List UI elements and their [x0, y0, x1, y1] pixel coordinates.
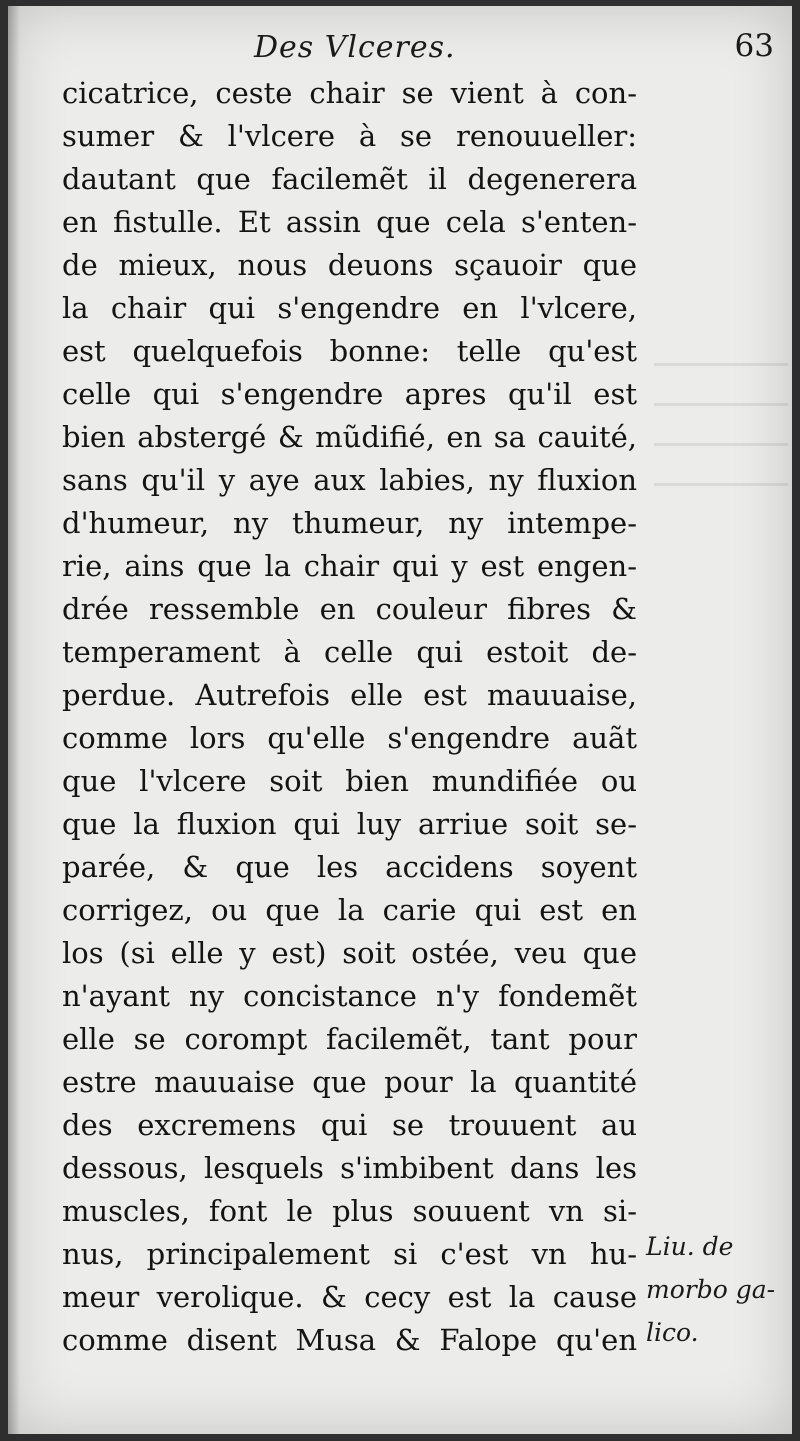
text-line: nus, principalement si c'est vn hu-: [62, 1237, 637, 1271]
text-line: que l'vlcere soit bien mundifiée ou: [62, 764, 637, 798]
text-line: bien abstergé & mũdifié, en sa cauité,: [62, 420, 637, 454]
text-line: los (si elle y est) soit ostée, veu que: [62, 936, 637, 970]
text-line: parée, & que les accidens soyent: [62, 850, 637, 884]
text-line: est quelquefois bonne: telle qu'est: [62, 334, 637, 368]
text-line: dautant que facilemẽt il degenerera: [62, 162, 637, 196]
text-line: comme disent Musa & Falope qu'en: [62, 1323, 637, 1357]
text-line: dessous, lesquels s'imbibent dans les: [62, 1151, 637, 1185]
text-line: d'humeur, ny thumeur, ny intempe-: [62, 506, 637, 540]
text-line: que la fluxion qui luy arriue soit se-: [62, 807, 637, 841]
page-binding-shadow: [8, 6, 20, 1434]
margin-note-line: morbo ga-: [646, 1275, 776, 1304]
text-line: estre mauuaise que pour la quantité: [62, 1065, 637, 1099]
text-line: comme lors qu'elle s'engendre auãt: [62, 721, 637, 755]
margin-note-line: lico.: [646, 1318, 699, 1347]
text-line: temperament à celle qui estoit de-: [62, 635, 637, 669]
text-line: sumer & l'vlcere à se renouueller:: [62, 119, 637, 153]
text-line: en fistulle. Et assin que cela s'enten-: [62, 205, 637, 239]
page-number: 63: [734, 28, 774, 64]
text-line: rie, ains que la chair qui y est engen-: [62, 549, 637, 583]
text-line: cicatrice, ceste chair se vient à con-: [62, 76, 637, 110]
text-line: de mieux, nous deuons sçauoir que: [62, 248, 637, 282]
text-line: elle se corompt facilemẽt, tant pour: [62, 1022, 637, 1056]
show-through-text: [654, 326, 788, 486]
text-line: meur verolique. & cecy est la cause: [62, 1280, 637, 1314]
marginal-note: [646, 1225, 786, 1354]
text-line: perdue. Autrefois elle est mauuaise,: [62, 678, 637, 712]
text-line: corrigez, ou que la carie qui est en: [62, 893, 637, 927]
running-head: Des Vlceres.: [254, 30, 456, 65]
text-line: n'ayant ny concistance n'y fondemẽt: [62, 979, 637, 1013]
text-line: muscles, font le plus souuent vn si-: [62, 1194, 637, 1228]
book-page: [8, 6, 792, 1434]
text-line: des excremens qui se trouuent au: [62, 1108, 637, 1142]
margin-note-line: Liu. de: [646, 1232, 734, 1261]
text-line: drée ressemble en couleur fibres &: [62, 592, 637, 626]
text-line: la chair qui s'engendre en l'vlcere,: [62, 291, 637, 325]
body-text: [62, 72, 637, 1362]
text-line: celle qui s'engendre apres qu'il est: [62, 377, 637, 411]
text-line: sans qu'il y aye aux labies, ny fluxion: [62, 463, 637, 497]
